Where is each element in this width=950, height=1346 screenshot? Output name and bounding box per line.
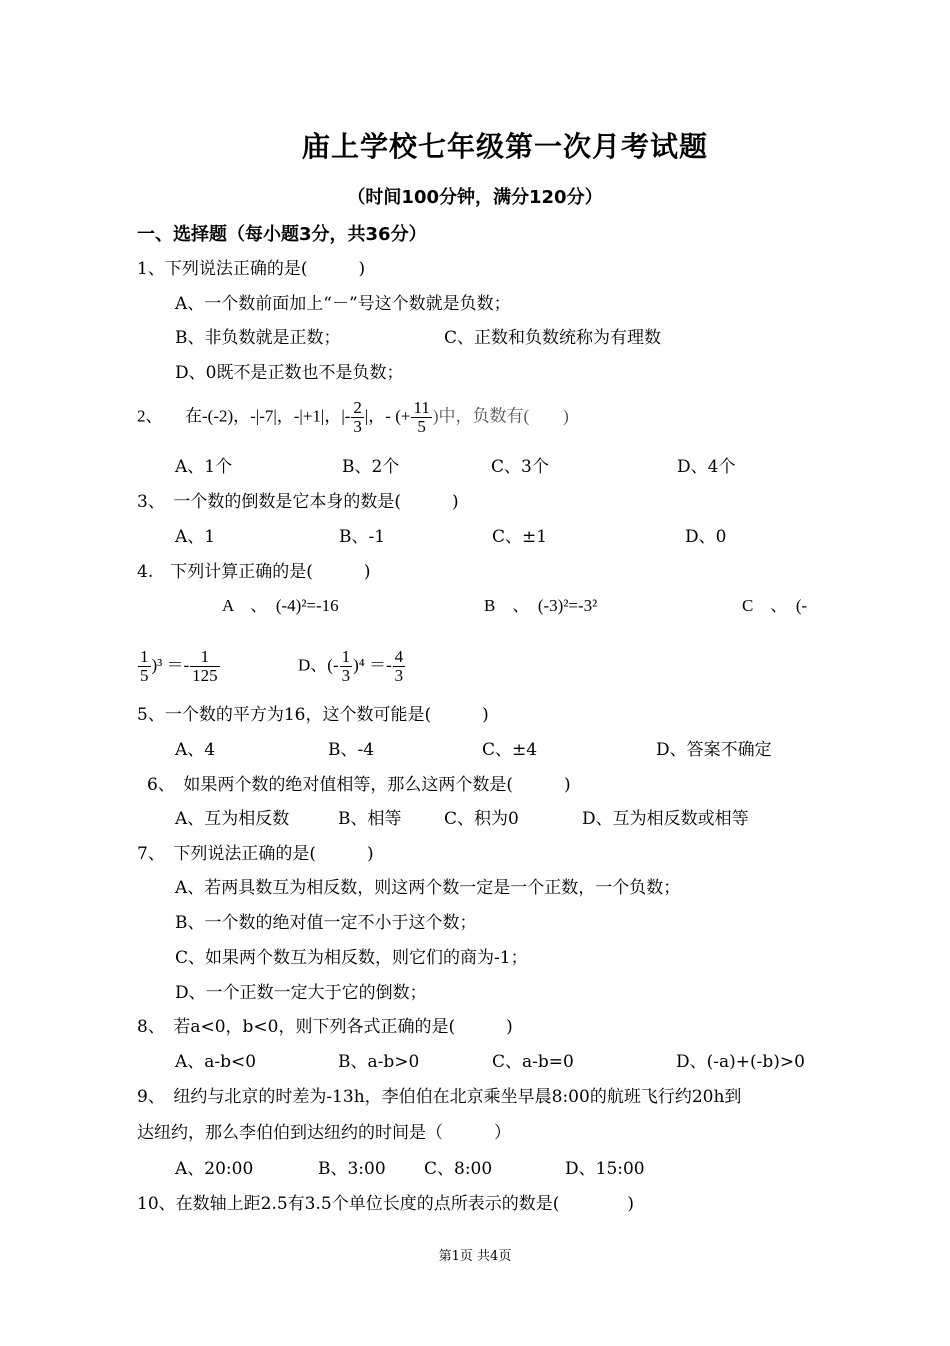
question-9-option-d: D、15:00 bbox=[565, 1159, 645, 1179]
question-8-option-b: B、a-b>0 bbox=[338, 1052, 420, 1072]
fraction-2-3: $\frac{2}{3}$ bbox=[353, 398, 362, 436]
page-title: 庙上学校七年级第一次月考试题 bbox=[301, 130, 708, 163]
exam-subtitle: （时间100分钟，满分120分） bbox=[347, 187, 603, 208]
question-9-option-b: B、3:00 bbox=[318, 1159, 386, 1179]
question-5-option-b: B、-4 bbox=[328, 740, 375, 760]
question-7-stem: 7、 下列说法正确的是( ) bbox=[137, 844, 374, 864]
question-1-stem: 1、下列说法正确的是( ) bbox=[137, 259, 366, 279]
question-5-option-a: A、4 bbox=[175, 740, 216, 760]
question-3-option-d: D、0 bbox=[685, 527, 727, 547]
question-6-stem: 6、 如果两个数的绝对值相等，那么这两个数是( ) bbox=[147, 775, 571, 795]
question-2-option-d: D、4个 bbox=[677, 457, 736, 477]
question-4-option-c: C 、 (- bbox=[742, 596, 808, 615]
question-6-option-d: D、互为相反数或相等 bbox=[582, 809, 749, 829]
question-3-option-c: C、±1 bbox=[492, 527, 548, 547]
question-5-stem: 5、一个数的平方为16，这个数可能是( ) bbox=[137, 705, 489, 725]
question-7-option-b: B、一个数的绝对值一定不小于这个数； bbox=[175, 913, 477, 933]
page-footer: 第1页 共4页 bbox=[438, 1249, 512, 1264]
question-8-stem: 8、 若a<0，b<0，则下列各式正确的是( ) bbox=[137, 1017, 513, 1037]
question-5-option-d: D、答案不确定 bbox=[656, 740, 772, 760]
question-3-option-a: A、1 bbox=[175, 527, 216, 547]
question-9-stem-line-1: 9、 纽约与北京的时差为-13h，李伯伯在北京乘坐早晨8:00的航班飞行约20h到 bbox=[137, 1087, 742, 1107]
fraction-1-5: $\frac{1}{5}$ bbox=[140, 647, 149, 685]
fraction-1-125: $\frac{1}{125}$ bbox=[192, 647, 218, 685]
question-8-option-c: C、a-b=0 bbox=[492, 1052, 574, 1072]
question-10-stem: 10、在数轴上距2.5有3.5个单位长度的点所表示的数是( ) bbox=[137, 1194, 634, 1214]
question-2-text-pre: 在-(-2)，-|-7|，-|+1|，|- bbox=[185, 406, 351, 426]
fraction-1-3: $\frac{1}{3}$ bbox=[341, 647, 351, 685]
question-4-stem: 4. 下列计算正确的是( ) bbox=[137, 562, 371, 582]
question-8-option-d: D、(-a)+(-b)>0 bbox=[676, 1052, 805, 1072]
question-2-option-b: B、2个 bbox=[342, 457, 400, 477]
question-7-option-a: A、若两具数互为相反数，则这两个数一定是一个正数，一个负数； bbox=[175, 878, 681, 898]
question-4-option-b: B 、 (-3)²=-3² bbox=[484, 596, 598, 615]
question-1-option-a: A、一个数前面加上“－”号这个数就是负数； bbox=[175, 294, 511, 314]
question-1-option-b: B、非负数就是正数； bbox=[175, 328, 341, 348]
question-4-option-a: A 、 (-4)²=-16 bbox=[222, 596, 339, 615]
question-4-option-c-continued: $\frac{1}{5}$ )³ ＝- $\frac{1}{125}$ bbox=[140, 647, 218, 685]
section-heading: 一、选择题（每小题3分，共36分） bbox=[137, 224, 427, 245]
question-3-option-b: B、-1 bbox=[339, 527, 386, 547]
question-1-option-d: D、0既不是正数也不是负数； bbox=[175, 363, 404, 383]
question-2-number: 2、 bbox=[137, 406, 163, 426]
question-1-option-c: C、正数和负数统称为有理数 bbox=[444, 328, 662, 348]
question-7-option-d: D、一个正数一定大于它的倒数； bbox=[175, 983, 427, 1003]
question-9-option-c: C、8:00 bbox=[424, 1159, 493, 1179]
question-2-text-post: )中，负数有( ) bbox=[432, 406, 569, 426]
fraction-4-3: $\frac{4}{3}$ bbox=[394, 647, 404, 685]
question-9-stem-line-2: 达纽约，那么李伯伯到达纽约的时间是（ ） bbox=[137, 1123, 511, 1143]
question-6-option-a: A、互为相反数 bbox=[175, 809, 290, 829]
question-2-option-a: A、1个 bbox=[175, 457, 233, 477]
question-2-option-c: C、3个 bbox=[491, 457, 549, 477]
question-2-stem bbox=[137, 399, 569, 436]
question-6-option-b: B、相等 bbox=[338, 809, 402, 829]
question-9-option-a: A、20:00 bbox=[175, 1159, 254, 1179]
question-8-option-a: A、a-b<0 bbox=[175, 1052, 257, 1072]
question-5-option-c: C、±4 bbox=[482, 740, 538, 760]
question-2-text-mid: |，- (+ bbox=[364, 406, 411, 426]
question-7-option-c: C、如果两个数互为相反数，则它们的商为-1； bbox=[175, 948, 528, 968]
question-6-option-c: C、积为0 bbox=[444, 809, 519, 829]
question-3-stem: 3、 一个数的倒数是它本身的数是( ) bbox=[137, 492, 459, 512]
question-4-option-d: D、(- $\frac{1}{3}$ )⁴ ＝- $\frac{4}{3}$ bbox=[298, 647, 404, 685]
fraction-11-5: $\frac{11}{5}$ bbox=[413, 398, 430, 436]
